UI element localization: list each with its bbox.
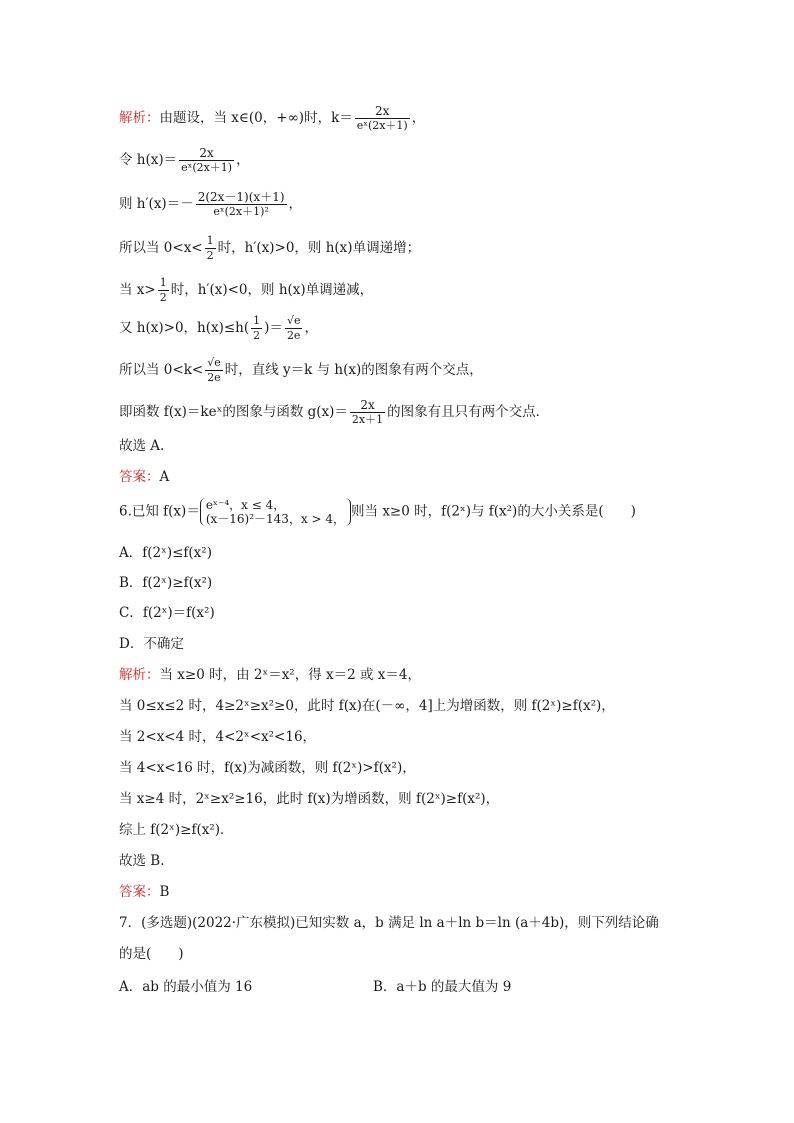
answer-value: B	[159, 884, 170, 900]
analysis-line-7: 所以当 0<k< $\frac{√e}{2e}$ 时，直线 y＝k 与 h(x)的图象有两个交点，	[119, 356, 483, 384]
analysis-line-3: 则 h′(x)＝－ $\frac{2(2x-1)(x+1)}{\text{eˣ(2x＋1)²}}$ ，	[119, 190, 303, 218]
fraction: $\frac{1}{2}$	[206, 234, 214, 262]
question-6-stem: 6.已知 f(x)＝ eˣ⁻⁴，x ≤ 4， (x－16)²－143，x > 4， 则当 x≥0 时，f(2ˣ)与 f(x²)的大小关系是( )	[119, 498, 636, 526]
question-6-option-d: D．不确定	[119, 636, 184, 652]
question-7-option-b: B．a＋b 的最大值为 9	[373, 979, 512, 995]
question-6-option-a: A．f(2ˣ)≤f(x²)	[119, 545, 212, 561]
answer-label: 答案：	[119, 884, 160, 900]
analysis-label: 解析：	[119, 667, 160, 683]
fraction: $\frac{2x}{\text{eˣ(2x＋1)}}$	[356, 104, 408, 132]
fraction: $\frac{1}{2}$	[253, 314, 261, 342]
analysis2-line-1: 解析：当 x≥0 时，由 2ˣ＝x²，得 x＝2 或 x＝4，	[119, 667, 422, 683]
answer-line	[119, 467, 169, 487]
question-6-option-c: C．f(2ˣ)＝f(x²)	[119, 605, 215, 621]
answer-label: 答案：	[119, 469, 160, 485]
question-7-line-2: 的是( )	[119, 946, 184, 962]
fraction: $\frac{√e}{2e}$	[207, 356, 221, 384]
analysis-label: 解析：	[119, 110, 160, 126]
answer-value: A	[159, 469, 170, 485]
analysis2-line-3: 当 2<x<4 时，4<2ˣ<x²<16，	[119, 729, 317, 745]
question-6-option-b: B．f(2ˣ)≥f(x²)	[119, 575, 213, 591]
fraction: $\frac{√e}{2e}$	[286, 314, 301, 342]
analysis-line-2: 令 h(x)＝ $\frac{2x}{\text{eˣ(2x＋1)}}$ ，	[119, 146, 250, 174]
fraction: $\frac{2x}{\text{eˣ(2x＋1)}}$	[181, 146, 233, 174]
analysis-line-4: 所以当 0<x< $\frac{1}{2}$ 时，h′(x)>0，则 h(x)单调递增；	[119, 234, 421, 262]
analysis-line-5: 当 x> $\frac{1}{2}$ 时，h′(x)<0，则 h(x)单调递减，	[119, 276, 374, 304]
analysis-line-8: 即函数 f(x)＝keˣ的图象与函数 g(x)＝ $\frac{2x}{2x+1}$ 的图象有且只有两个交点．	[119, 398, 550, 426]
conclusion-line: 故选 A.	[119, 438, 165, 454]
question-7-option-a: A．ab 的最小值为 16	[119, 979, 253, 995]
answer-line-2	[119, 882, 169, 902]
analysis-line-1: 解析：由题设，当 x∈(0，+∞)时，k＝ $\frac{2x}{\text{eˣ(2x＋1)}}$ ，	[119, 104, 426, 132]
analysis-line-6: 又 h(x)>0，h(x)≤h( $\frac{1}{2}$ )＝ $\frac{√e}{2e}$ ，	[119, 314, 318, 342]
analysis2-line-2: 当 0≤x≤2 时，4≥2ˣ≥x²≥0，此时 f(x)在(－∞，4]上为增函数，则 f(2ˣ)≥f(x²)，	[119, 698, 615, 714]
analysis2-line-6: 综上 f(2ˣ)≥f(x²)．	[119, 822, 234, 838]
analysis2-line-4: 当 4<x<16 时，f(x)为减函数，则 f(2ˣ)>f(x²)，	[119, 760, 416, 776]
piecewise-function: eˣ⁻⁴，x ≤ 4， (x－16)²－143，x > 4，	[200, 498, 351, 526]
fraction: $\frac{2(2x-1)(x+1)}{\text{eˣ(2x＋1)²}}$	[197, 190, 285, 218]
question-7-line-1: 7．(多选题)(2022·广东模拟)已知实数 a，b 满足 ln a＋ln b＝ln (a＋4b)，则下列结论确	[119, 915, 659, 931]
fraction: $\frac{2x}{2x+1}$	[351, 398, 384, 426]
conclusion-line-2: 故选 B.	[119, 853, 165, 869]
analysis2-line-5: 当 x≥4 时，2ˣ≥x²≥16，此时 f(x)为增函数，则 f(2ˣ)≥f(x²)，	[119, 791, 500, 807]
fraction: $\frac{1}{2}$	[159, 276, 167, 304]
